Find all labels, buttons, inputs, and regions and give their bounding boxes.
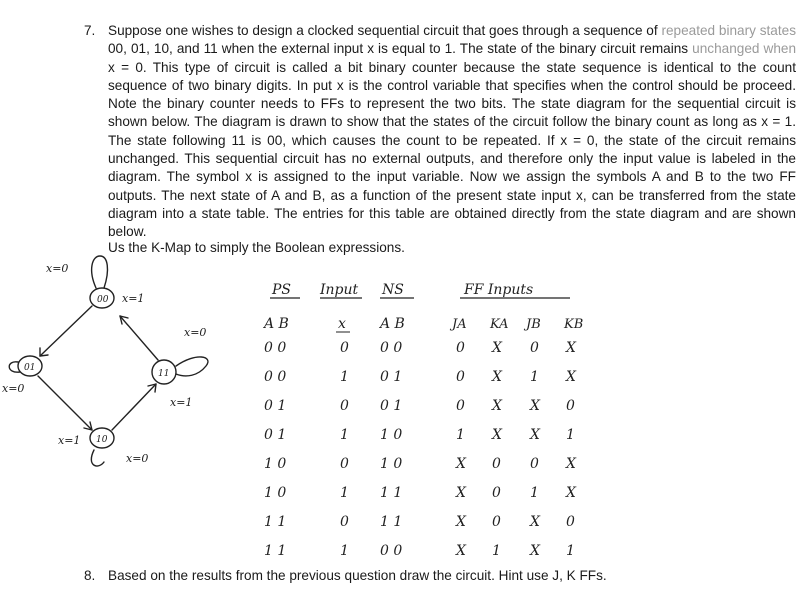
self-loop-10 — [91, 450, 104, 466]
cell-r4-input: 0 — [340, 456, 349, 472]
header-ff-inputs: FF Inputs — [464, 282, 534, 298]
cell-r6-kb: 0 — [566, 514, 575, 530]
edge-label-11-self: x=0 — [184, 326, 207, 339]
cell-r6-ja: X — [456, 514, 466, 530]
subheader-kb: KB — [564, 317, 584, 332]
cell-r0-input: 0 — [340, 340, 349, 356]
state-label-01: 01 — [24, 363, 36, 373]
question-7-text-main: Suppose one wishes to design a clocked sequential circuit that goes through a sequence of — [108, 23, 658, 38]
cell-r2-ja: 0 — [456, 398, 465, 414]
cell-r1-ja: 0 — [456, 369, 465, 385]
arrow-11-to-00 — [120, 316, 158, 360]
cell-r5-ps: 1 0 — [264, 485, 287, 501]
cell-r4-ja: X — [456, 456, 466, 472]
cell-r7-jb: X — [530, 543, 540, 559]
question-7-number: 7. — [84, 23, 96, 38]
cell-r1-jb: 1 — [530, 369, 539, 385]
edge-label-10-self: x=0 — [126, 452, 149, 465]
subheader-ps-ab: A B — [264, 316, 289, 332]
cell-r1-input: 1 — [340, 369, 349, 385]
cell-r7-input: 1 — [340, 543, 349, 559]
cell-r5-kb: X — [566, 485, 576, 501]
cell-r6-jb: X — [530, 514, 540, 530]
self-loop-00 — [92, 256, 108, 288]
state-label-00: 00 — [97, 295, 109, 305]
question-7-text-faded-2: unchanged when — [692, 41, 797, 57]
cell-r7-ja: X — [456, 543, 466, 559]
cell-r5-jb: 1 — [530, 485, 539, 501]
question-7-text-faded-1: repeated binary states — [661, 23, 796, 38]
state-label-11: 11 — [158, 369, 170, 379]
cell-r6-ns: 1 1 — [380, 514, 403, 530]
question-8-number: 8. — [84, 568, 96, 583]
cell-r1-ps: 0 0 — [264, 369, 287, 385]
cell-r0-jb: 0 — [530, 340, 539, 356]
cell-r4-ps: 1 0 — [264, 456, 287, 472]
arrow-00-to-01 — [40, 306, 92, 356]
cell-r1-ka: X — [492, 369, 502, 385]
cell-r3-ns: 1 0 — [380, 427, 403, 443]
cell-r4-kb: X — [566, 456, 576, 472]
edge-label-00-01: x=1 — [122, 292, 145, 305]
cell-r4-ka: 0 — [492, 456, 501, 472]
cell-r0-kb: X — [566, 340, 576, 356]
question-8 — [84, 568, 607, 583]
cell-r0-ps: 0 0 — [264, 340, 287, 356]
cell-r7-ns: 0 0 — [380, 543, 403, 559]
state-diagram — [9, 256, 208, 466]
cell-r2-input: 0 — [340, 398, 349, 414]
cell-r3-ja: 1 — [456, 427, 465, 443]
cell-r2-jb: X — [530, 398, 540, 414]
cell-r2-ps: 0 1 — [264, 398, 287, 414]
question-8-text: Based on the results from the previous question draw the circuit. Hint use J, K FFs. — [108, 568, 607, 583]
header-ns: NS — [382, 282, 404, 298]
cell-r5-ka: 0 — [492, 485, 501, 501]
question-7-text-line-2: 00, 01, 10, and 11 when the external input x is equal to 1. The state of the binary circuit remains — [108, 41, 689, 57]
edge-label-10-11: x=1 — [170, 396, 193, 409]
subheader-ka: KA — [490, 317, 509, 332]
cell-r2-ka: X — [492, 398, 502, 414]
cell-r3-input: 1 — [340, 427, 349, 443]
arrow-10-to-11 — [112, 384, 156, 430]
cell-r0-ns: 0 0 — [380, 340, 403, 356]
cell-r5-ja: X — [456, 485, 466, 501]
cell-r3-ka: X — [492, 427, 502, 443]
edge-label-01-self: x=0 — [2, 382, 25, 395]
cell-r0-ja: 0 — [456, 340, 465, 356]
cell-r2-kb: 0 — [566, 398, 575, 414]
cell-r3-jb: X — [530, 427, 540, 443]
subheader-jb: JB — [526, 317, 541, 332]
edge-label-01-10: x=1 — [58, 434, 81, 447]
cell-r7-kb: 1 — [566, 543, 575, 559]
cell-r1-kb: X — [566, 369, 576, 385]
cell-r7-ka: 1 — [492, 543, 501, 559]
subheader-ja: JA — [452, 317, 467, 332]
cell-r4-jb: 0 — [530, 456, 539, 472]
cell-r6-input: 0 — [340, 514, 349, 530]
state-label-10: 10 — [96, 435, 108, 445]
header-ps: PS — [272, 282, 292, 298]
cell-r6-ka: 0 — [492, 514, 501, 530]
cell-r4-ns: 1 0 — [380, 456, 403, 472]
cell-r5-ns: 1 1 — [380, 485, 403, 501]
arrow-01-to-10 — [38, 376, 92, 430]
cell-r2-ns: 0 1 — [380, 398, 403, 414]
cell-r3-ps: 0 1 — [264, 427, 287, 443]
self-loop-11 — [176, 357, 208, 376]
cell-r7-ps: 1 1 — [264, 543, 287, 559]
cell-r6-ps: 1 1 — [264, 514, 287, 530]
cell-r1-ns: 0 1 — [380, 369, 403, 385]
header-input: Input — [320, 282, 359, 298]
cell-r3-kb: 1 — [566, 427, 575, 443]
edge-label-00-self: x=0 — [46, 262, 69, 275]
table-rows — [264, 340, 577, 559]
cell-r0-ka: X — [492, 340, 502, 356]
kmap-instruction: Us the K-Map to simply the Boolean expressions. — [108, 240, 405, 255]
subheader-input-x: x — [338, 316, 346, 332]
state-table — [262, 282, 583, 332]
cell-r5-input: 1 — [340, 485, 349, 501]
subheader-ns-ab: A B — [380, 316, 405, 332]
question-7-text-line-3: x = 0. This type of circuit is called a bit binary counter because the state sequence is identical to the count sequence of two binary digits. In put x is the control variable that specifies when the control should be proceed. Note the binary counter needs to FFs to represent the two bits. The state diagram for the sequential circuit is shown below. The diagram is drawn to show that the states of the circuit follow the binary count as long as x = 1. The state following 11 is 00, which causes the count to be repeated. If x = 0, the state of the circuit remains unchanged. This sequential circuit has no external outputs, and therefore only the input value is labeled in the diagram. The symbol x is assigned to the input variable. Now we assign the symbols A and B to the two FF outputs. The next state of A and B, as a function of the present state input x, can be transferred from the state diagram into a state table. The entries for this table are obtained directly from the state diagram and are shown below. — [108, 59, 796, 240]
